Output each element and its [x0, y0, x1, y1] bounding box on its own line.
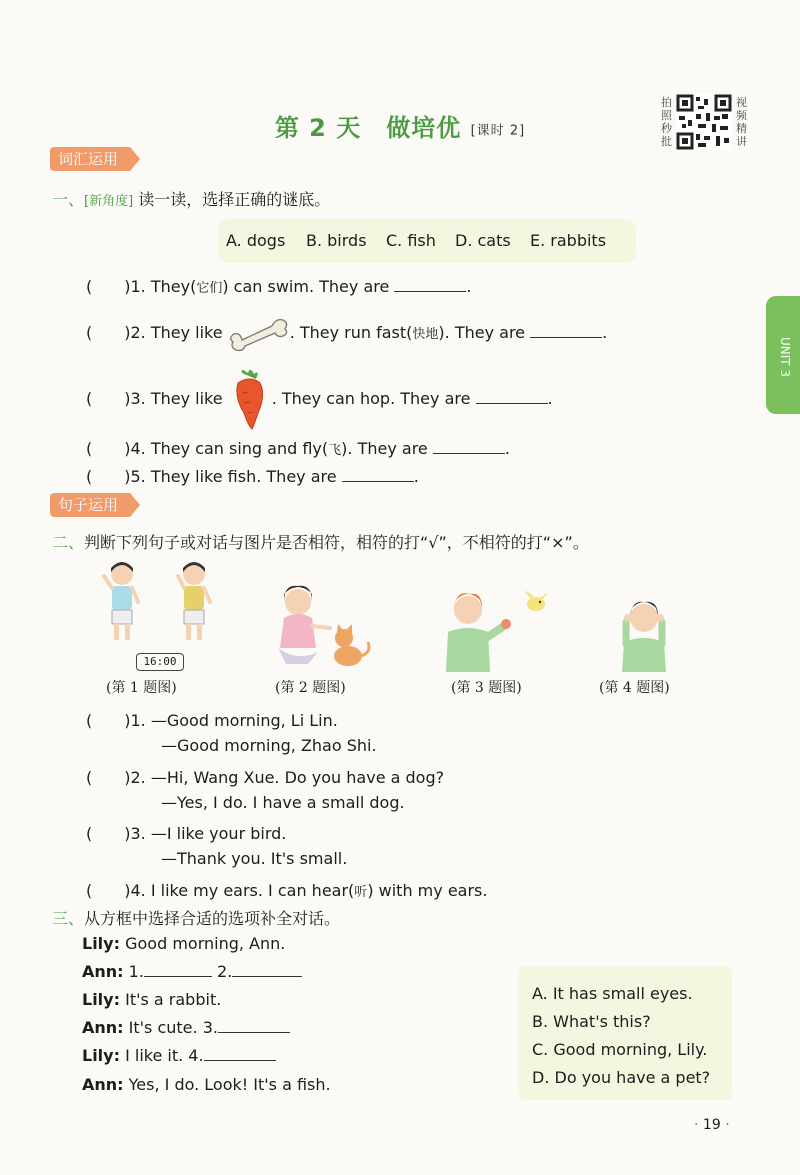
dialog-line-4: Ann: It's cute. 3.: [82, 1018, 290, 1037]
bone-icon: [228, 314, 290, 354]
q1-item-5: ( )5. They like fish. They are .: [86, 467, 419, 486]
answer-paren[interactable]: ( ): [86, 824, 131, 843]
answer-paren[interactable]: ( ): [86, 277, 131, 296]
q1-item-4: ( )4. They can sing and fly(飞). They are .: [86, 439, 510, 458]
unit-label: UNIT 3: [778, 337, 792, 378]
dialog-line-6: Ann: Yes, I do. Look! It's a fish.: [82, 1075, 331, 1094]
answer-paren[interactable]: ( ): [86, 881, 131, 900]
choice-c: C. Good morning, Lily.: [532, 1040, 708, 1059]
q2-item-2: ( )2. —Hi, Wang Xue. Do you have a dog?: [86, 768, 445, 787]
clock-display: 16:00: [136, 653, 184, 671]
answer-blank[interactable]: [218, 1018, 290, 1033]
vocab-tag: 词汇运用: [50, 147, 130, 171]
lesson-label: [课时 2]: [470, 123, 526, 139]
two-boys-illustration: [98, 556, 224, 650]
answer-blank[interactable]: [342, 467, 414, 482]
page-number: · 19 ·: [694, 1117, 730, 1133]
q1-item-3: ( )3. They like . They can hop. They are .: [86, 386, 553, 409]
answer-blank[interactable]: [232, 962, 302, 977]
page-title: 第 2 天 做培优 [课时 2]: [274, 114, 526, 142]
option-a: A. dogs: [226, 231, 286, 250]
qr-code-icon[interactable]: [676, 94, 732, 150]
answer-paren[interactable]: ( ): [86, 323, 131, 342]
dialog-line-3: Lily: It's a rabbit.: [82, 990, 222, 1009]
choice-b: B. What's this?: [532, 1012, 651, 1031]
qr-left-caption: 拍照秒批: [661, 96, 672, 148]
q2-item-1: ( )1. —Good morning, Li Lin.: [86, 711, 338, 730]
caption-pic-1: (第 1 题图): [106, 680, 177, 696]
choice-d: D. Do you have a pet?: [532, 1068, 711, 1087]
dialog-line-1: Lily: Good morning, Ann.: [82, 934, 286, 953]
q2-item-2-reply: —Yes, I do. I have a small dog.: [161, 793, 405, 812]
answer-paren[interactable]: ( ): [86, 467, 131, 486]
caption-pic-3: (第 3 题图): [451, 680, 522, 696]
new-angle-badge: [新角度]: [84, 194, 134, 209]
q1-item-2: ( )2. They like . They run fast(快地). They are .: [86, 320, 607, 343]
sentence-tag: 句子运用: [50, 493, 130, 517]
q1-item-1: ( )1. They(它们) can swim. They are .: [86, 277, 472, 296]
q3-heading: 三、从方框中选择合适的选项补全对话。: [52, 909, 341, 928]
q2-item-3: ( )3. —I like your bird.: [86, 824, 287, 843]
boy-and-bird-illustration: [438, 586, 558, 672]
option-b: B. birds: [306, 231, 367, 250]
answer-paren[interactable]: ( ): [86, 389, 131, 408]
q2-heading: 二、判断下列句子或对话与图片是否相符，相符的打“√”，不相符的打“×”。: [52, 533, 589, 552]
option-c: C. fish: [386, 231, 436, 250]
q1-heading: 一、[新角度] 读一读，选择正确的谜底。: [52, 190, 331, 209]
answer-paren[interactable]: ( ): [86, 439, 131, 458]
answer-paren[interactable]: ( ): [86, 711, 131, 730]
dialog-line-5: Lily: I like it. 4.: [82, 1046, 276, 1065]
option-d: D. cats: [455, 231, 511, 250]
answer-paren[interactable]: ( ): [86, 768, 131, 787]
boy-touching-ears-illustration: [612, 596, 674, 672]
carrot-icon: [228, 369, 272, 431]
choice-a: A. It has small eyes.: [532, 984, 693, 1003]
answer-blank[interactable]: [144, 962, 212, 977]
option-e: E. rabbits: [530, 231, 607, 250]
girl-with-cat-illustration: [268, 582, 378, 672]
qr-right-caption: 视频精讲: [736, 96, 747, 148]
caption-pic-2: (第 2 题图): [275, 680, 346, 696]
answer-blank[interactable]: [433, 439, 505, 454]
dialog-line-2: Ann: 1. 2.: [82, 962, 302, 981]
q2-item-3-reply: —Thank you. It's small.: [161, 849, 348, 868]
answer-blank[interactable]: [204, 1046, 276, 1061]
answer-blank[interactable]: [476, 389, 548, 404]
q2-item-4: ( )4. I like my ears. I can hear(听) with my ears.: [86, 881, 488, 900]
answer-blank[interactable]: [530, 323, 602, 338]
q2-item-1-reply: —Good morning, Zhao Shi.: [161, 736, 377, 755]
answer-blank[interactable]: [394, 277, 466, 292]
caption-pic-4: (第 4 题图): [599, 680, 670, 696]
